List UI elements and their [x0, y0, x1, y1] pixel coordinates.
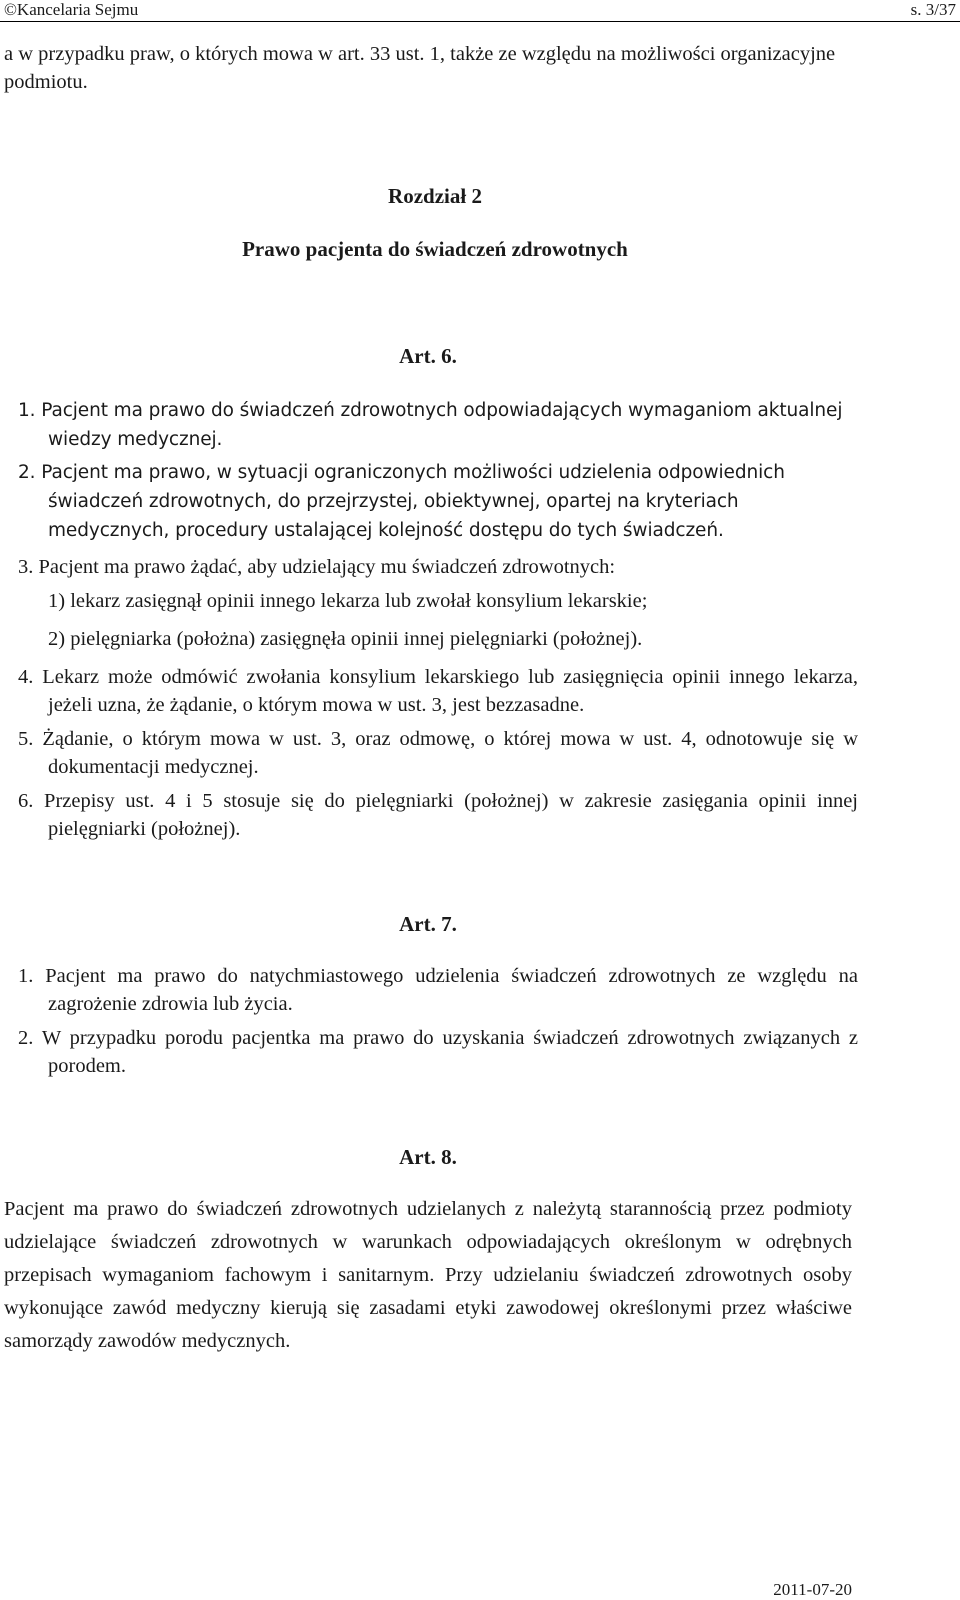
art6-para-4: 4. Lekarz może odmówić zwołania konsylium lekarskiego lub zasięgnięcia opinii innego lekarza, jeżeli uzna, że żądanie, o którym mowa w ust. 3, jest bezzasadne. [18, 666, 858, 716]
art7-para-2: 2. W przypadku porodu pacjentka ma prawo do uzyskania świadczeń zdrowotnych związanych z porodem. [18, 1027, 858, 1077]
article-8-body: Pacjent ma prawo do świadczeń zdrowotnych udzielanych z należytą starannością przez podmioty udzielające świadczeń zdrowotnych w warunkach odpowiadających określonym w odrębnych przepisach wymaganiom fachowym i sanitarnym. Przy udzielaniu świadczeń zdrowotnych osoby wykonujące zawód medyczny kierują się zasadami etyki zawodowej określonymi przez właściwe samorządy zawodów medycznych. [4, 1198, 852, 1352]
article-8-title: Art. 8. [399, 1145, 457, 1169]
article-7-body [18, 962, 858, 1086]
article-7-title: Art. 7. [399, 912, 457, 936]
publisher-label: ©Kancelaria Sejmu [4, 0, 139, 19]
art6-para-3-item-1: 1) lekarz zasięgnął opinii innego lekarza lub zwołał konsylium lekarskie; [48, 590, 648, 612]
art6-para-3: 3. Pacjent ma prawo żądać, aby udzielający mu świadczeń zdrowotnych: [18, 556, 616, 578]
header-divider [0, 21, 960, 22]
chapter-number: Rozdział 2 [388, 184, 482, 208]
art6-para-2: 2. Pacjent ma prawo, w sytuacji ograniczonych możliwości udzielenia odpowiednich świadczeń zdrowotnych, do przejrzystej, obiektywnej, opartej na kryteriach medycznych, procedury ustalającej kolejność dostępu do tych świadczeń. [18, 462, 785, 541]
art6-para-6: 6. Przepisy ust. 4 i 5 stosuje się do pielęgniarki (położnej) w zakresie zasięgania opinii innej pielęgniarki (położnej). [18, 790, 858, 840]
chapter-title: Prawo pacjenta do świadczeń zdrowotnych [242, 237, 628, 261]
art6-para-3-item-2: 2) pielęgniarka (położna) zasięgnęła opinii innej pielęgniarki (położnej). [48, 628, 643, 650]
art6-para-1: 1. Pacjent ma prawo do świadczeń zdrowotnych odpowiadających wymaganiom aktualnej wiedzy medycznej. [18, 400, 843, 450]
article-6-body-b [18, 553, 858, 849]
document-date: 2011-07-20 [773, 1580, 852, 1599]
art7-para-1: 1. Pacjent ma prawo do natychmiastowego udzielenia świadczeń zdrowotnych ze względu na zagrożenie zdrowia lub życia. [18, 965, 858, 1015]
article-6-title: Art. 6. [399, 344, 457, 368]
page-header [0, 0, 960, 22]
article-6-body-a [18, 396, 858, 549]
art6-para-5: 5. Żądanie, o którym mowa w ust. 3, oraz odmowę, o której mowa w ust. 4, odnotowuje się w dokumentacji medycznej. [18, 728, 858, 778]
page-number: s. 3/37 [910, 0, 956, 19]
intro-paragraph: a w przypadku praw, o których mowa w art. 33 ust. 1, także ze względu na możliwości organizacyjne podmiotu. [4, 43, 836, 93]
